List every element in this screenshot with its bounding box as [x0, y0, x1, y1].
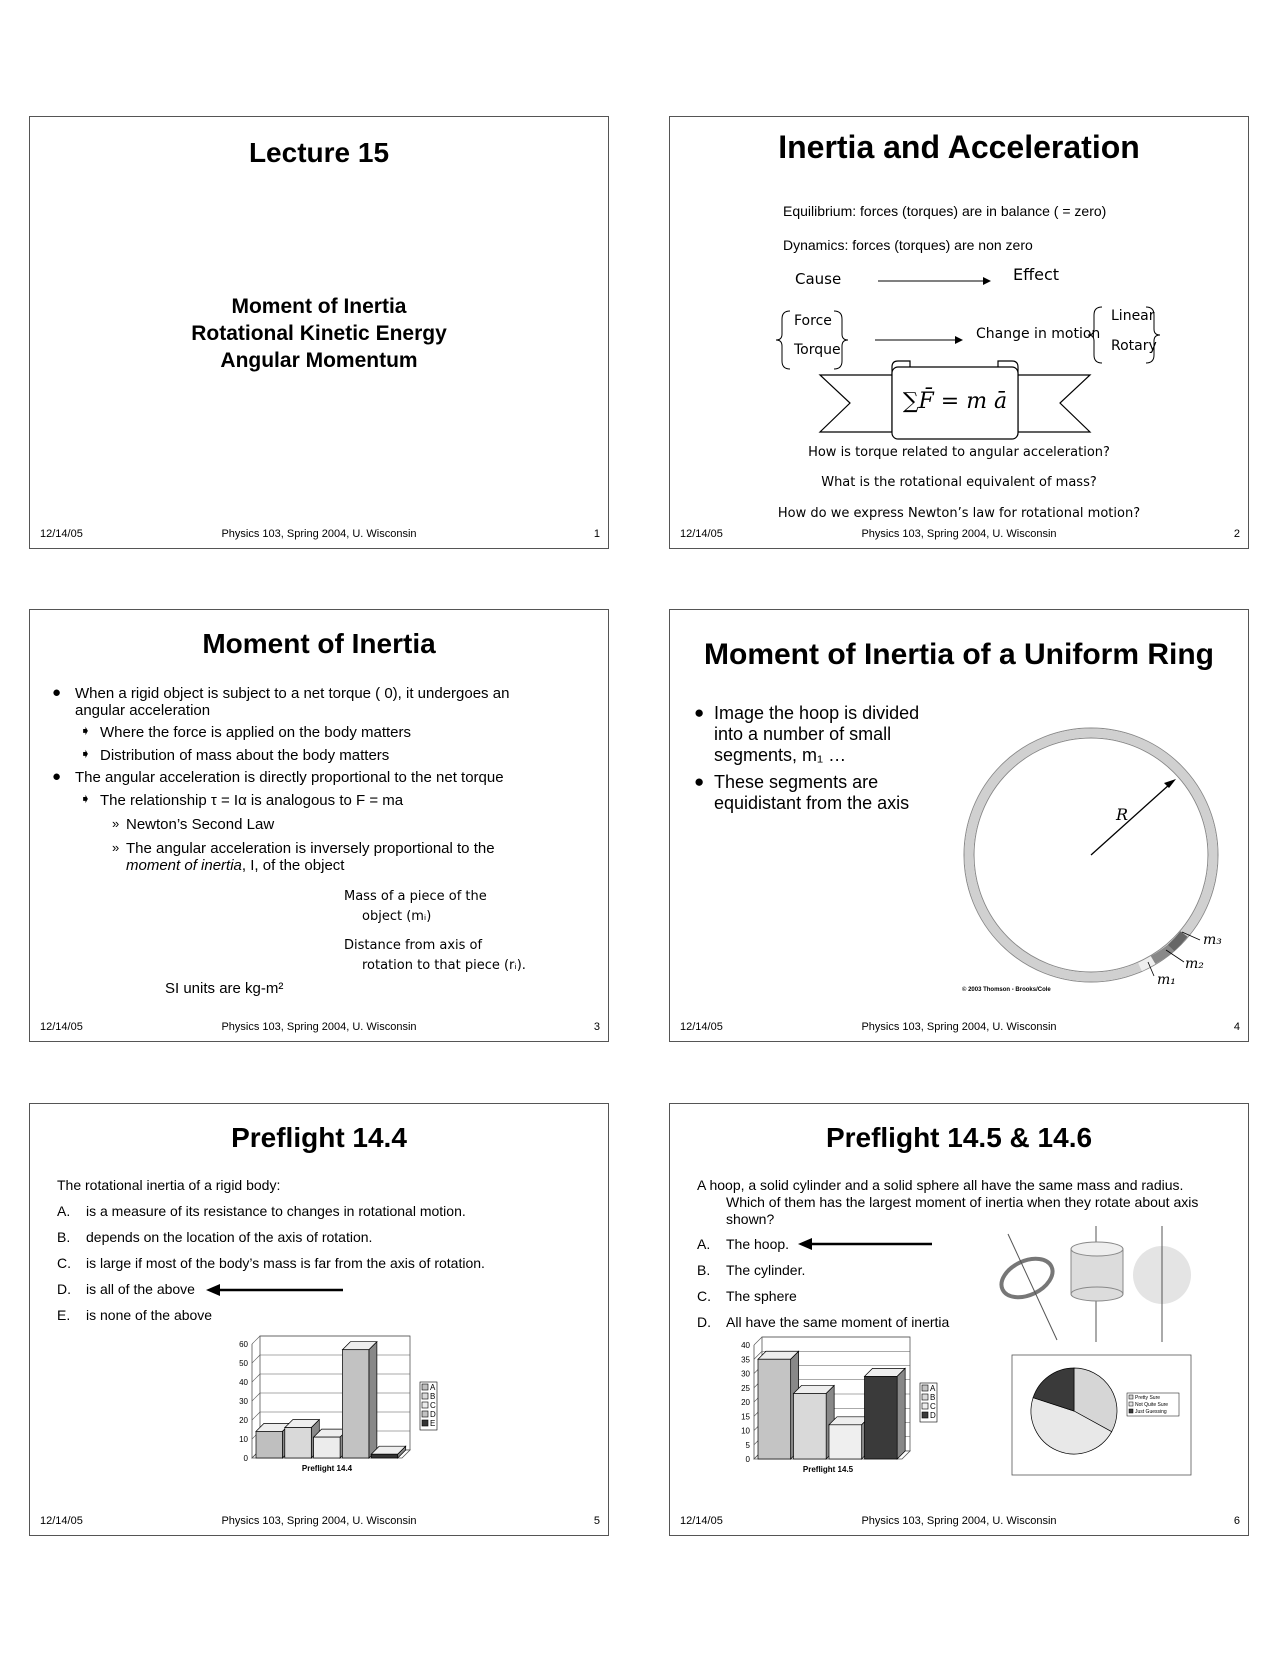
option-text: is all of the above: [86, 1281, 195, 1297]
slide-number: 6: [1233, 1515, 1240, 1527]
bar-A: [256, 1431, 282, 1458]
slide-title: Preflight 14.5 & 14.6: [825, 1122, 1093, 1153]
bar-E: [371, 1454, 397, 1458]
y-tick-label: 50: [239, 1359, 248, 1368]
y-tick-label: 5: [745, 1440, 750, 1450]
slide-footer: [30, 1021, 608, 1035]
bullet-text: equidistant from the axis: [714, 793, 910, 813]
bullet-text: angular acceleration: [75, 702, 211, 719]
confidence-pie-chart: [670, 1104, 1248, 1535]
annotation: Distance from axis of: [344, 938, 483, 953]
footer-course: Physics 103, Spring 2004, U. Wisconsin: [861, 528, 1057, 540]
legend-label: Not Quite Sure: [1135, 1402, 1169, 1408]
y-tick-label: 0: [243, 1454, 248, 1463]
m1-label: m₁: [1157, 972, 1176, 988]
legend-label: D: [930, 1411, 936, 1420]
y-tick-label: 20: [239, 1416, 248, 1425]
footer-course: Physics 103, Spring 2004, U. Wisconsin: [221, 1515, 417, 1527]
bullet-text: Image the hoop is divided: [714, 703, 920, 723]
bullet-icon: ●: [52, 768, 62, 785]
sub-sub-bullet-icon: »: [112, 816, 120, 831]
slide-title: Moment of Inertia of a Uniform Ring: [704, 638, 1214, 671]
gridline-diagonal: [252, 1393, 260, 1401]
annotation: Mass of a piece of the: [344, 889, 487, 904]
bullet-text: When a rigid object is subject to a net torque ( 0), it undergoes an: [75, 685, 510, 702]
arrow-head: [1164, 779, 1176, 788]
legend-swatch: [422, 1393, 428, 1399]
y-tick-label: 15: [741, 1412, 750, 1422]
question-line: How is torque related to angular acceleration?: [808, 445, 1110, 460]
slide-subtitle: [30, 293, 608, 374]
sub-bullet-text: The relationship τ = Iα is analogous to F = ma: [100, 792, 404, 809]
bullet-text: The angular acceleration is directly proportional to the net torque: [75, 769, 504, 786]
slide-6: [669, 1103, 1249, 1536]
slide-footer: [30, 528, 608, 542]
footer-date: 12/14/05: [680, 1021, 723, 1033]
legend-label: Just Guessing: [1135, 1409, 1167, 1415]
option-text: The sphere: [726, 1288, 797, 1304]
subtitle-line: Moment of Inertia: [231, 295, 407, 318]
sub-bullet-text: Distribution of mass about the body matters: [100, 747, 390, 764]
dynamics-text: Dynamics: forces (torques) are non zero: [783, 237, 1033, 253]
y-tick-label: 35: [741, 1355, 750, 1365]
legend-swatch: [1129, 1409, 1133, 1413]
legend-swatch: [1129, 1395, 1133, 1399]
option-letter: A.: [57, 1203, 71, 1219]
legend-label: B: [430, 1392, 436, 1401]
slide-title: Moment of Inertia: [202, 628, 436, 659]
sub-bullet-icon: ➧: [80, 791, 91, 806]
force-label: Force: [794, 313, 832, 329]
bar-side: [369, 1342, 377, 1458]
slide-footer: [670, 1515, 1248, 1529]
bar-D: [342, 1350, 368, 1458]
slide-3: [29, 609, 609, 1042]
slide-footer: [30, 1515, 608, 1529]
chart-xlabel: Preflight 14.5: [802, 1465, 854, 1474]
option-text: is none of the above: [86, 1307, 213, 1323]
footer-date: 12/14/05: [40, 528, 83, 540]
gridline-diagonal: [252, 1412, 260, 1420]
legend-label: C: [430, 1401, 436, 1410]
slide-2: [669, 116, 1249, 549]
footer-date: 12/14/05: [680, 1515, 723, 1527]
linear-label: Linear: [1111, 308, 1155, 324]
footer-date: 12/14/05: [680, 528, 723, 540]
sub-sub-bullet-icon: »: [112, 840, 120, 855]
radius-label: R: [1116, 805, 1129, 824]
footer-course: Physics 103, Spring 2004, U. Wisconsin: [221, 528, 417, 540]
option-letter: C.: [697, 1288, 711, 1304]
sub-bullet-text: Where the force is applied on the body matters: [100, 724, 412, 741]
legend-label: C: [930, 1402, 936, 1411]
radius-line: [1091, 784, 1170, 855]
si-units: SI units are kg-m²: [165, 980, 284, 997]
question-line: How do we express Newton’s law for rotational motion?: [777, 506, 1141, 521]
y-tick-label: 10: [239, 1435, 248, 1444]
option-text: The cylinder.: [726, 1262, 806, 1278]
sub-bullet-icon: ➧: [80, 746, 91, 761]
bullet-icon: ●: [694, 772, 705, 791]
newton-equation: ∑F̄ = m ā: [902, 389, 1008, 414]
question-text: A hoop, a solid cylinder and a solid sphere all have the same mass and radius.: [697, 1177, 1184, 1193]
option-text: is a measure of its resistance to changes in rotational motion.: [86, 1203, 466, 1219]
option-letter: B.: [57, 1229, 71, 1245]
option-text: is large if most of the body’s mass is far from the axis of rotation.: [86, 1255, 485, 1271]
slide-number: 3: [593, 1021, 600, 1033]
slide-number: 2: [1233, 528, 1240, 540]
torque-label: Torque: [794, 342, 841, 358]
footer-course: Physics 103, Spring 2004, U. Wisconsin: [861, 1515, 1057, 1527]
question-text: shown?: [726, 1211, 775, 1227]
cause-label: Cause: [795, 270, 842, 288]
option-letter: D.: [697, 1314, 711, 1330]
slide-number: 5: [593, 1515, 600, 1527]
option-letter: B.: [697, 1262, 711, 1278]
arrow-head: [983, 277, 991, 285]
bar-B: [285, 1428, 311, 1458]
gridline-diagonal: [252, 1336, 260, 1344]
question-line: What is the rotational equivalent of mass?: [821, 475, 1097, 490]
segment-m3: [1171, 934, 1184, 948]
slide-footer: [670, 1021, 1248, 1035]
y-tick-label: 40: [741, 1341, 750, 1350]
bullet-icon: ●: [694, 703, 705, 722]
legend-label: A: [930, 1384, 936, 1393]
option-letter: E.: [57, 1307, 71, 1323]
footer-date: 12/14/05: [40, 1515, 83, 1527]
slide-1: [29, 116, 609, 549]
bullet-text: segments, m₁ …: [714, 745, 847, 765]
bullet-text: into a number of small: [714, 724, 892, 744]
sub-sub-bullet-text: Newton’s Second Law: [126, 816, 275, 833]
preflight-14-4-chart: [30, 1104, 608, 1535]
rotary-label: Rotary: [1111, 338, 1157, 354]
question-text: The rotational inertia of a rigid body:: [57, 1177, 281, 1193]
y-tick-label: 60: [239, 1340, 248, 1349]
slide-title: Preflight 14.4: [231, 1122, 407, 1153]
option-text: depends on the location of the axis of rotation.: [86, 1229, 373, 1245]
right-brace: [834, 311, 848, 369]
footer-date: 12/14/05: [40, 1021, 83, 1033]
legend-swatch: [422, 1402, 428, 1408]
footer-course: Physics 103, Spring 2004, U. Wisconsin: [221, 1021, 417, 1033]
option-text: All have the same moment of inertia: [726, 1314, 950, 1330]
y-tick-label: 30: [239, 1397, 248, 1406]
legend-swatch: [422, 1384, 428, 1390]
slide-footer: [670, 528, 1248, 542]
sub-sub-bullet-text: The angular acceleration is inversely proportional to the: [126, 840, 495, 857]
option-letter: C.: [57, 1255, 71, 1271]
slide-number: 4: [1233, 1021, 1240, 1033]
option-letter: D.: [57, 1281, 71, 1297]
y-tick-label: 20: [741, 1398, 750, 1407]
sub-sub-bullet-text: [126, 857, 344, 874]
legend-swatch: [422, 1420, 428, 1426]
copyright: © 2003 Thomson - Brooks/Cole: [962, 987, 1051, 993]
bullet-icon: ●: [52, 684, 62, 701]
slide-title: Lecture 15: [248, 137, 390, 168]
option-text: The hoop.: [726, 1236, 790, 1252]
subtitle-line: Rotational Kinetic Energy: [191, 322, 447, 345]
legend-label: D: [430, 1410, 436, 1419]
left-brace: [776, 311, 790, 369]
y-tick-label: 10: [741, 1426, 750, 1436]
legend-label: E: [430, 1419, 436, 1428]
slide-title: Inertia and Acceleration: [778, 129, 1140, 165]
bullet-text: These segments are: [714, 772, 879, 792]
y-tick-label: 40: [239, 1378, 248, 1387]
sub-bullet-icon: ➧: [80, 723, 91, 738]
m3-label: m₃: [1203, 932, 1222, 948]
gridline-diagonal: [252, 1355, 260, 1363]
equilibrium-text: Equilibrium: forces (torques) are in balance ( = zero): [783, 203, 1107, 219]
segment-m2: [1153, 948, 1171, 960]
question-text: Which of them has the largest moment of inertia when they rotate about axis: [726, 1194, 1199, 1210]
annotation: object (mᵢ): [362, 909, 432, 924]
chart-xlabel: Preflight 14.4: [301, 1464, 353, 1473]
gridline-diagonal: [252, 1374, 260, 1382]
option-letter: A.: [697, 1236, 711, 1252]
legend-label: Pretty Sure: [1135, 1395, 1161, 1401]
slide-number: 1: [593, 528, 600, 540]
legend-label: B: [930, 1393, 936, 1402]
legend-swatch: [1129, 1402, 1133, 1406]
effect-label: Effect: [1013, 265, 1060, 284]
bar-C: [314, 1437, 340, 1458]
y-tick-label: 25: [741, 1383, 750, 1393]
slide-5: [29, 1103, 609, 1536]
m2-label: m₂: [1185, 956, 1204, 972]
moment-term: moment of inertia: [126, 857, 242, 874]
arrow-head: [955, 336, 963, 344]
legend-label: A: [430, 1383, 436, 1392]
legend-swatch: [422, 1411, 428, 1417]
y-tick-label: 0: [745, 1455, 750, 1464]
slide-4: [669, 609, 1249, 1042]
footer-course: Physics 103, Spring 2004, U. Wisconsin: [861, 1021, 1057, 1033]
subtitle-line: Angular Momentum: [220, 349, 418, 372]
term-rest: , I, of the object: [241, 857, 345, 874]
y-tick-label: 30: [741, 1369, 750, 1379]
annotation: rotation to that piece (rᵢ).: [362, 958, 526, 973]
change-label: Change in motion: [976, 326, 1101, 342]
